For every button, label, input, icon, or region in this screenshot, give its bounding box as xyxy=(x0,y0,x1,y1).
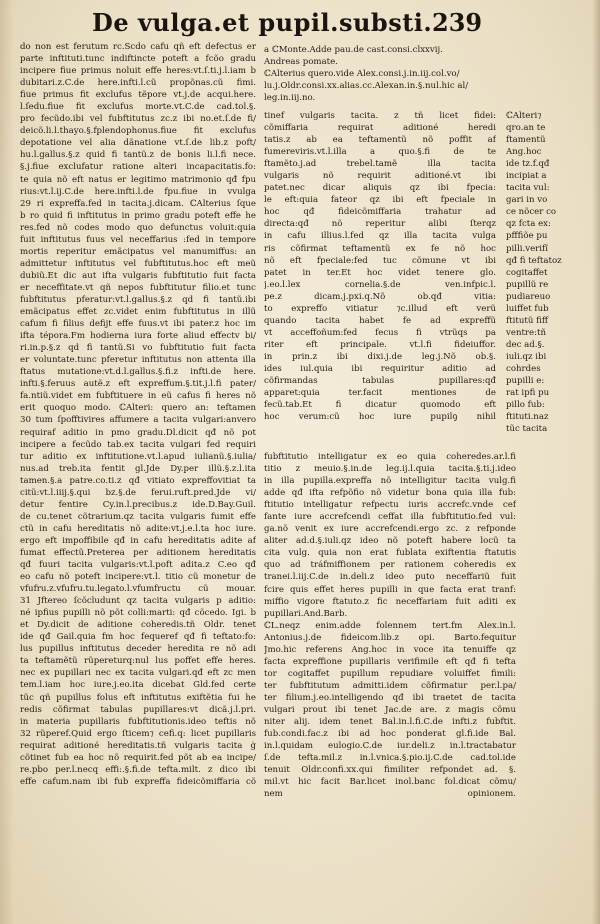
text-line: mortis reperitur emãcipatus vel manumiffus: an xyxy=(20,246,256,257)
text-line: cõmiffaria requirat aditioné heredi xyxy=(264,123,496,134)
text-line: dubitari.z.C.de here.infti.l.cũ propõnas.cũ fimi. xyxy=(20,78,256,89)
text-line: ides iul.quia ibi requiritur aditio ad xyxy=(264,363,496,374)
text-line: rat ipfi pu xyxy=(506,388,550,399)
column-middle-upper xyxy=(264,110,496,423)
text-line: iuli.qz ibi xyxy=(506,351,547,362)
text-line: qđ fi teftatoz xyxy=(506,255,562,266)
text-line: te quia nõ eft natus er legitimo matrimonio qđ fpu xyxy=(20,174,256,185)
text-line: vulgaris nõ requirit aditioné.vt ibi xyxy=(264,171,496,182)
text-line: dubiũ.Et dic aut ifta vulgaris fubftitutio fuit facta xyxy=(20,270,256,281)
text-line: pupillari.And.Barb. xyxy=(264,608,348,619)
text-line: incipere fiue primus noluit effe heres:vt.ſ.ti.j.l.iam b xyxy=(20,66,256,77)
text-line: ftituti.naz xyxy=(506,412,549,423)
text-line: 29 ri expreffa.fed in tacita.j.dicam. ℂAlterius ſque xyxy=(20,198,256,209)
text-line: detur fentire Cy.in.l.precibus.z ide.D.Bay.Guil. xyxy=(20,499,256,510)
text-line: cõtinet fub ea hoc nõ requirit.fed põt ab ea incipe/ xyxy=(20,752,256,763)
text-line: leg.in.iij.no. xyxy=(264,93,316,104)
text-line: fumereviris.vt.l.illa a quo.§.fi de te xyxy=(264,147,496,158)
text-line: tacita vul: xyxy=(506,183,550,194)
text-line: ℂL.neqz enim.adde folennem tert.fm Alex.in.l. xyxy=(264,620,516,631)
text-line: fubftitutio intelligatur ex eo quia coheredes.ar.l.fi xyxy=(264,452,516,462)
text-line: tor cogitaffet pupillum repudiare voluiffet fimili: xyxy=(264,668,516,679)
column-left xyxy=(20,41,256,788)
text-line: pro fecũdo.ibi vel fubftitutus zc.z ibi no.et.ſ.de fi/ xyxy=(20,114,256,125)
text-line: miffio vigore ftatuto.z fic neceffariam fuit aditi ex xyxy=(264,596,516,607)
text-line: incipere a fecũdo tab.ex tacita vulgari fed requiri xyxy=(20,439,256,450)
text-line: b ro quid fi inftitutus in primo gradu poteft effe he xyxy=(20,210,256,221)
text-line: 30 tum ſpofftivires affumere a tacita vulgari:anvero xyxy=(20,415,256,426)
text-line: ce nõcer co xyxy=(506,207,557,218)
text-line: admittetur inftitutus vel fubftitutus.hoc eft meũ xyxy=(20,258,256,269)
text-line: fa.ntiũ.videt em fubftituere in eũ cafus fi heres nõ xyxy=(20,391,256,402)
text-line: le eft:quia fateor qz ibi eft fpeciale in xyxy=(264,195,496,206)
text-line: pilli.verifĩ xyxy=(506,243,548,254)
text-line: nus.ad treb.ita fentit gl.Jde Dy.per illũ.§.z.l.ita xyxy=(20,463,256,474)
text-line: pudiareuo xyxy=(506,291,551,302)
text-line: titio z meuio.§.in.de leg.ij.l.quia tacita.§.ti.j.ideo xyxy=(264,464,516,475)
text-line: ftamẽto.j.ad trebel.tamẽ illa tacita xyxy=(264,159,496,170)
text-line: in prin.z ibi dixi.j.de leg.j.Nõ ob.§. xyxy=(264,351,496,362)
text-line: cohrdes xyxy=(506,363,541,374)
text-line: tũc tacita xyxy=(506,424,548,435)
text-line: nec ex pupillari nec ex tacita vulgari.qđ eft zc men xyxy=(20,668,256,679)
text-line: mil.vt hic facit Bar.licet inol.banc fol.dicat cõmu/ xyxy=(264,777,516,788)
text-line: né ipfius pupilli nõ põt colli:marti: qđ cõcedo. Igi. b xyxy=(20,608,256,619)
text-line: ter filium.j.eo.intelligendo qđ ibi traetet de tacita xyxy=(264,692,516,703)
text-line: hoc verum:cũ hoc iure pupilꝯ nihil xyxy=(264,412,496,423)
text-line: requiraf aditio in pmo gradu.Dl.dicit qđ nõ pot xyxy=(20,427,256,438)
text-line: do non est ferutum rc.Scdo cafu qñ eft defectus er xyxy=(20,42,256,52)
running-head xyxy=(0,6,600,40)
text-line: ri.in.p.§.z qd fi tantũ.Si vo fubftitutio fuit facta xyxy=(20,343,256,354)
text-line: effe cafum.nam ibi fub expreffa fideicõmiffaria cõ xyxy=(20,776,256,787)
text-line: cafum fi filius defijt effe fuus.vt ibi pater.z hoc im xyxy=(20,319,256,330)
text-line: tatis.z ab ea teftamentũ nõ poffit af xyxy=(264,135,496,146)
text-line: in materia pupillaris fubftitutionis.ideo teftis nõ xyxy=(20,716,256,727)
text-line: ta teftamẽtũ rũpereturq:nul lus poffet effe heres. xyxy=(20,656,256,667)
text-line: tur aditio ex inftitutione.vt.l.apud iulianũ.§.iulia/ xyxy=(20,451,256,462)
text-line: hu.l.gallus.§.z quid fi tantũ.z de bonis li.l.fi nece. xyxy=(20,150,256,161)
text-line: res.fed nõ codes modo quo defunctus voluit:quia xyxy=(20,222,256,233)
text-line: fubftitutus pferatur:vt.l.gallus.§.z qd fi tantũ.ibi xyxy=(20,294,256,305)
page-title: De vulga.et pupil.substi. xyxy=(92,8,433,37)
text-line: depotatione vel alia dãnatione vt.ſ.de lib.z poft/ xyxy=(20,138,256,149)
text-line: ftitutũ fiff xyxy=(506,315,548,326)
text-line: requirat aditioné hereditatis.tñ vulgaris tacita ġ xyxy=(20,740,256,751)
text-line: erit quoquo modo. ℂAlteri: quero an: teftamen xyxy=(20,403,256,414)
text-line: riter eft principale. vt.l.fi fideiuffor. xyxy=(264,339,496,350)
text-line: fecũ.tab.Et fi dicatur quomodo eft xyxy=(264,400,496,411)
text-line: pupillũ re xyxy=(506,279,549,290)
text-line: ftitutio intelligatur refpectu iuris accrefc.vnde cef xyxy=(264,500,516,511)
text-line: tamen.§.a patre.co.ti.z qđ vitiato expreffovitiat ta xyxy=(20,475,256,486)
text-line: tenuit Oldr.confi.xx.qui fimiliter refpondet ad. §. xyxy=(264,765,516,776)
text-line: ftamentũ xyxy=(506,135,546,146)
text-line: a ℂMonte.Adde pau.de cast.consi.clxxvij. xyxy=(264,45,443,55)
text-line: citũ:vt.l.iiij.§.qui bz.§.de ferui.ruft.pred.Jde vi/ xyxy=(20,487,256,498)
text-line: er voluntate.tunc pferetur inftitutus non attenta illa xyxy=(20,355,256,366)
text-line: l.ſedu.fiue fit exclufus morte.vt.C.de cad.tol.§. xyxy=(20,102,256,113)
text-line: §.j.fiue exclufatur ratione alteri incapacitatis.fo: xyxy=(20,162,256,173)
text-line: 31 Jftereo ſcõcludunt qz tacita vulgaris p aditio: xyxy=(20,596,256,607)
text-line: patet in ter.Et hoc videt tenere glo. xyxy=(264,267,496,278)
text-line: to expreffo vitiatur ⁊c.illud eft verũ xyxy=(264,303,496,314)
text-line: tinef vulgaris tacita. z tñ licet fidei: xyxy=(264,111,496,121)
text-line: tem.l.iam hoc iure.j.eo.ita dicebat Gld.fed certe xyxy=(20,680,256,691)
text-line: nõ eft fpeciale:fed tuc cõmune vt ibi xyxy=(264,255,496,266)
text-line: vt acceffoñum:fed fecus fi vtrũqs pa xyxy=(264,327,496,338)
text-line: ℂAlteri⁊ xyxy=(506,111,542,121)
text-line: fuit inftitutus fuus vel neceffarius :fed in tempore xyxy=(20,234,256,245)
text-line: qro.an te xyxy=(506,123,546,134)
text-line: cõfirmandas tabulas pupillares:qđ xyxy=(264,376,496,387)
column-middle-lower xyxy=(264,451,516,800)
text-line: in.l.quidam eulogio.C.de iur.deli.z in.l.tractabatur xyxy=(264,741,516,752)
text-line: ris cõfirmat teftamentũ ex fe nõ hoc xyxy=(264,243,496,254)
text-line: ide qđ Gail.quia fm hoc fequeref qđ fi teftato:fo: xyxy=(20,632,256,643)
text-line: eo cafu nõ poteft incipere:vt.l. titio cũ monetur de xyxy=(20,572,256,583)
text-line: de cu.tenet cõtrarium.qz tacita vulgaris fumit effe xyxy=(20,511,256,522)
text-line: hoc qđ fideicõmiffaria trahatur ad xyxy=(264,207,496,218)
text-line: lu.j.Oldr.consi.xx.alias.cc.Alexan.in.§.nul.hic al/ xyxy=(264,81,469,92)
column-top-right xyxy=(264,44,534,104)
margin-note xyxy=(506,110,590,435)
text-line: pe.z dicam.j.pxi.q.Nõ ob.qđ vitia: xyxy=(264,291,496,302)
page-gutter-shading xyxy=(0,0,14,924)
text-line: pupilli e: xyxy=(506,376,545,387)
text-line: Jmo.hic referens Ang.hoc in voce ita tenuiffe qz xyxy=(264,644,516,655)
text-line: ergo eft impoffibile qđ in cafu hereditatis adite af xyxy=(20,535,256,546)
text-line: niter alij. idem tenet Bal.in.l.fi.C.de infti.z fubftit. xyxy=(264,717,516,728)
text-line: fiue primus fit exclufus tẽpore vt.j.de acqui.here. xyxy=(20,90,256,101)
text-line: in cafu illius.l.fed qz illa tacita vulga xyxy=(264,231,496,242)
text-line: er neceffitate.vt qñ nepos fubftitutur filio.et tunc xyxy=(20,282,256,293)
text-line: tũc qñ pupillus folus eft inftitutus exiftẽtia fui he xyxy=(20,692,256,703)
text-line: patet.nec dicar aliquis qz ibi fpecia: xyxy=(264,183,496,194)
text-line: vulgari prout ibi tenet Jac.de are. z magis cõmu xyxy=(264,704,516,715)
text-line: apparet:quia ter.facit mentiones de xyxy=(264,388,496,399)
text-line: fcire quis effet heres pupilli in que facta erat tranf: xyxy=(264,584,516,595)
text-line: ℂAlterius quero.vide Alex.consi.j.in.iij.col.vo/ xyxy=(264,69,460,80)
text-line: in illa pupilla.expreffa nõ intelligitur tacita vulg.fi xyxy=(264,476,516,487)
text-line: ga.nõ venit ex iure accrefcendi.ergo zc. z refponde xyxy=(264,524,516,535)
text-line: 32 rũperef.Quid ergo ſticem⁊ cefi.q: licet pupillaris xyxy=(20,728,256,739)
text-line: qz fcta ex: xyxy=(506,219,551,230)
text-line: ſ.de tefta.mil.z in.l.vnica.§.pio.ij.C.de cad.tol.ide xyxy=(264,753,516,764)
text-line: pfffiõe pu xyxy=(506,231,548,242)
text-line: ter fubftitutum admitti.idem cõfirmatur per.l.pa/ xyxy=(264,680,516,691)
text-line: incipiat a xyxy=(506,171,547,182)
folio-number: 239 xyxy=(432,8,483,37)
text-line: re.pbo per.l.necq effi:.§.fi.de tefta.milt. z dico ibi xyxy=(20,764,256,775)
text-line: cogitaffet xyxy=(506,267,548,278)
text-line: Ang.hoc xyxy=(506,147,542,158)
text-line: facta expreffione pupillaris verifimile eft qđ fi tefta xyxy=(264,656,516,667)
text-line: ifta tépora.Fm hodierna iura forte aliud effectv bi/ xyxy=(20,331,256,342)
text-line: aliter ad.d.§.iuli.qz ideo nõ poteft habere locũ ta xyxy=(264,536,516,547)
text-line: vfufru.z.vfufru.tu.legato.l.vfumfructu cũ mouar. xyxy=(20,584,256,595)
text-line: gari in vo xyxy=(506,195,548,206)
text-line: directa:qđ nõ reperitur alibi ſterqz xyxy=(264,219,496,230)
text-line: qđ fuuri tacita vulgaris:vt.l.poft adita.z C.eo qđ xyxy=(20,560,256,571)
text-line: quando tacita habet fe ad expreffũ xyxy=(264,315,496,326)
text-line: et Dy.dicit de aditione coheredis.tñ Oldr. tenet xyxy=(20,620,256,631)
page-edge-shading xyxy=(592,0,600,924)
text-line: adde qđ ifta refpõfio nõ videtur bona quia illa fub: xyxy=(264,488,516,499)
text-line: ftatus mutatione:vt.d.l.gallus.§.fi.z infti.de here. xyxy=(20,367,256,378)
text-line: redis cõfirmat tabulas pupillares:vt dicã.j.l.pri. xyxy=(20,704,256,715)
text-line: rius:vt.l.ij.C.de here.infti.l.de fpu.fiue in vvulga xyxy=(20,186,256,197)
text-line: parte inftituti.tunc indiftincte poteft a fcõo gradu xyxy=(20,54,256,65)
text-line: fante iure accrefcendi ceffat illa fubftitutio.fed vul: xyxy=(264,512,516,523)
text-line: pillo fub: xyxy=(506,400,545,411)
text-line: ctũ in cafu hereditatis nõ adite:vt.j.e.l.ta hoc iure. xyxy=(20,523,256,534)
text-line: quo ad tráfmiffionem per rationem coheredis ex xyxy=(264,560,516,571)
text-line: ventre:tñ xyxy=(506,327,547,338)
text-line: emãcipatus effet zc.videt enim fubftitutus in illũ xyxy=(20,307,256,318)
text-line: lus pupillus inftitutus deceder heredita re nõ adi xyxy=(20,644,256,655)
text-line: nem opinionem. xyxy=(264,789,516,800)
text-line: luiffet fub xyxy=(506,303,549,314)
text-line: tranei.l.iij.C.de in.deli.z ideo puto neceffariũ fuit xyxy=(264,572,516,583)
text-line: ide tz.f.qđ xyxy=(506,159,550,170)
text-line: j.eo.l.lex cornelia.§.de ven.infpic.l. xyxy=(264,279,496,290)
text-line: cita vulg. quia non erat fublata exiftentia ftatutis xyxy=(264,548,516,559)
text-line: Andreas pomate. xyxy=(264,57,338,68)
text-line: fub.condi.fac.z ibi ad hoc ponderat gl.fi.ide Bal. xyxy=(264,729,516,740)
text-line: dec ad.§. xyxy=(506,339,545,350)
text-line: deicõ.li.l.thayo.§.fplendophonus.fiue fit exclufus xyxy=(20,126,256,137)
text-line: infti.§.feruus autẽ.z eft expreffum.§.tit.j.l.fi pater/ xyxy=(20,379,256,390)
text-line: Antonius.j.de fideicom.lib.z opi. Barto.fequitur xyxy=(264,632,516,643)
text-line: fumat effectũ.Preterea per aditionem hereditatis xyxy=(20,547,256,558)
